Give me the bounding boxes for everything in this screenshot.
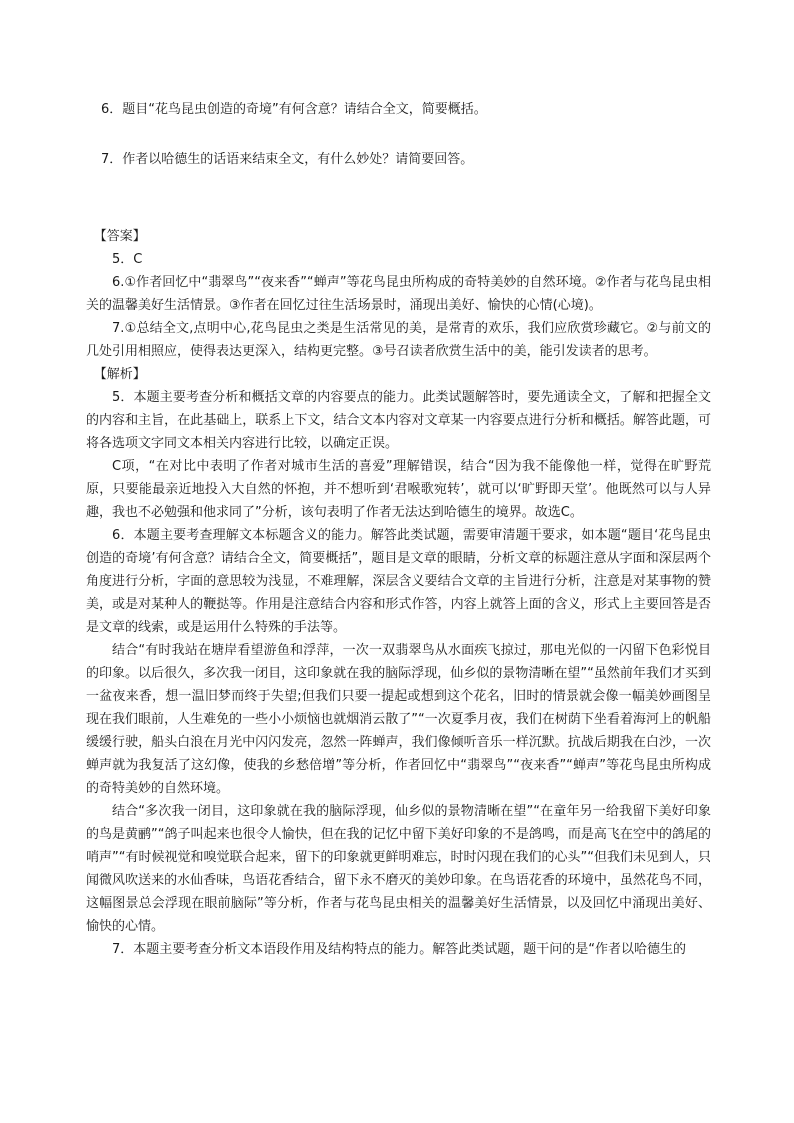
question-7: 7．作者以哈德生的话语来结束全文，有什么妙处？请简要回答。 (101, 152, 474, 167)
answer-5: 5．C (112, 252, 143, 267)
answer-6: 6.①作者回忆中“翡翠鸟”“夜来香”“蝉声”等花鸟昆虫所构成的奇特美妙的自然环境。②作者与花鸟昆虫相关的温馨美好生活情景。③作者在回忆过往生活场景时，涌现出美好、愉快的心情(心境)。 (86, 275, 711, 313)
analysis-paragraph-5: 结合“多次我一闭目，这印象就在我的脑际浮现，仙乡似的景物清晰在望”“在童年另一给我留下美好印象的鸟是黄鹂”“鸽子叫起来也很令人愉快，但在我的记忆中留下美好印象的不是鸽鸣，而是高飞在空中的鸽尾的哨声”“有时候视觉和嗅觉联合起来，留下的印象就更鲜明难忘，时时闪现在我们的心头”“但我们未见到人，只闻微风吹送来的水仙香味，鸟语花香结合，留下永不磨灭的美妙印象。在鸟语花香的环境中，虽然花鸟不同，这幅图景总会浮现在眼前脑际”等分析，作者与花鸟昆虫相关的温馨美好生活情景，以及回忆中涌现出美好、愉快的心情。 (86, 804, 711, 934)
answer-analysis-section (86, 225, 711, 961)
answer-7: 7.①总结全文,点明中心,花鸟昆虫之类是生活常见的美，是常青的欢乐，我们应欣赏珍藏它。②与前文的几处引用相照应，使得表达更深入，结构更完整。③号召读者欣赏生活中的美，能引发读者的思考。 (86, 321, 711, 359)
answer-heading: 【答案】 (93, 229, 146, 244)
question-6: 6．题目“花鸟昆虫创造的奇境”有何含意？请结合全文，简要概括。 (101, 102, 487, 117)
analysis-heading: 【解析】 (93, 367, 146, 382)
analysis-paragraph-1: 5．本题主要考查分析和概括文章的内容要点的能力。此类试题解答时，要先通读全文，了解和把握全文的内容和主旨，在此基础上，联系上下文，结合文本内容对文章某一内容要点进行分析和概括。解答此题，可将各选项文字同文本相关内容进行比较，以确定正误。 (86, 390, 711, 451)
analysis-paragraph-2: C项，“在对比中表明了作者对城市生活的喜爱”理解错误，结合“因为我不能像他一样，觉得在旷野荒原，只要能最亲近地投入大自然的怀抱，并不想听到‘君喉歌宛转’，就可以‘旷野即天堂’。他既然可以与人异趣，我也不必勉强和他求同了”分析，该句表明了作者无法达到哈德生的境界。故选C。 (86, 459, 711, 520)
analysis-paragraph-4: 结合“有时我站在塘岸看望游鱼和浮萍，一次一双翡翠鸟从水面疾飞掠过，那电光似的一闪留下色彩悦目的印象。以后很久，多次我一闭目，这印象就在我的脑际浮现，仙乡似的景物清晰在望”“虽然前年我们才买到一盆夜来香，想一温旧梦而终于失望;但我们只要一提起或想到这个花名，旧时的情景就会像一幅美妙画图呈现在我们眼前，人生难免的一些小小烦恼也就烟消云散了”“一次夏季月夜，我们在树荫下坐看着海河上的帆船缓缓行驶，船头白浪在月光中闪闪发亮，忽然一阵蝉声，我们像倾听音乐一样沉默。抗战后期我在白沙，一次蝉声就为我复活了这幻像，使我的乡愁倍增”等分析，作者回忆中“翡翠鸟”“夜来香”“蝉声”等花鸟昆虫所构成的奇特美妙的自然环境。 (86, 643, 711, 796)
analysis-paragraph-3: 6．本题主要考查理解文本标题含义的能力。解答此类试题，需要审清题干要求，如本题“题目‘花鸟昆虫创造的奇境’有何含意？请结合全文，简要概括”，题目是文章的眼睛，分析文章的标题注意从字面和深层两个角度进行分析，字面的意思较为浅显，不难理解，深层含义要结合文章的主旨进行分析，注意是对某事物的赞美，或是对某种人的鞭挞等。作用是注意结合内容和形式作答，内容上就答上面的含义，形式上主要回答是否是文章的线索，或是运用什么特殊的手法等。 (86, 528, 711, 635)
analysis-paragraph-6: 7．本题主要考查分析文本语段作用及结构特点的能力。解答此类试题，题干问的是“作者以哈德生的 (112, 942, 687, 957)
